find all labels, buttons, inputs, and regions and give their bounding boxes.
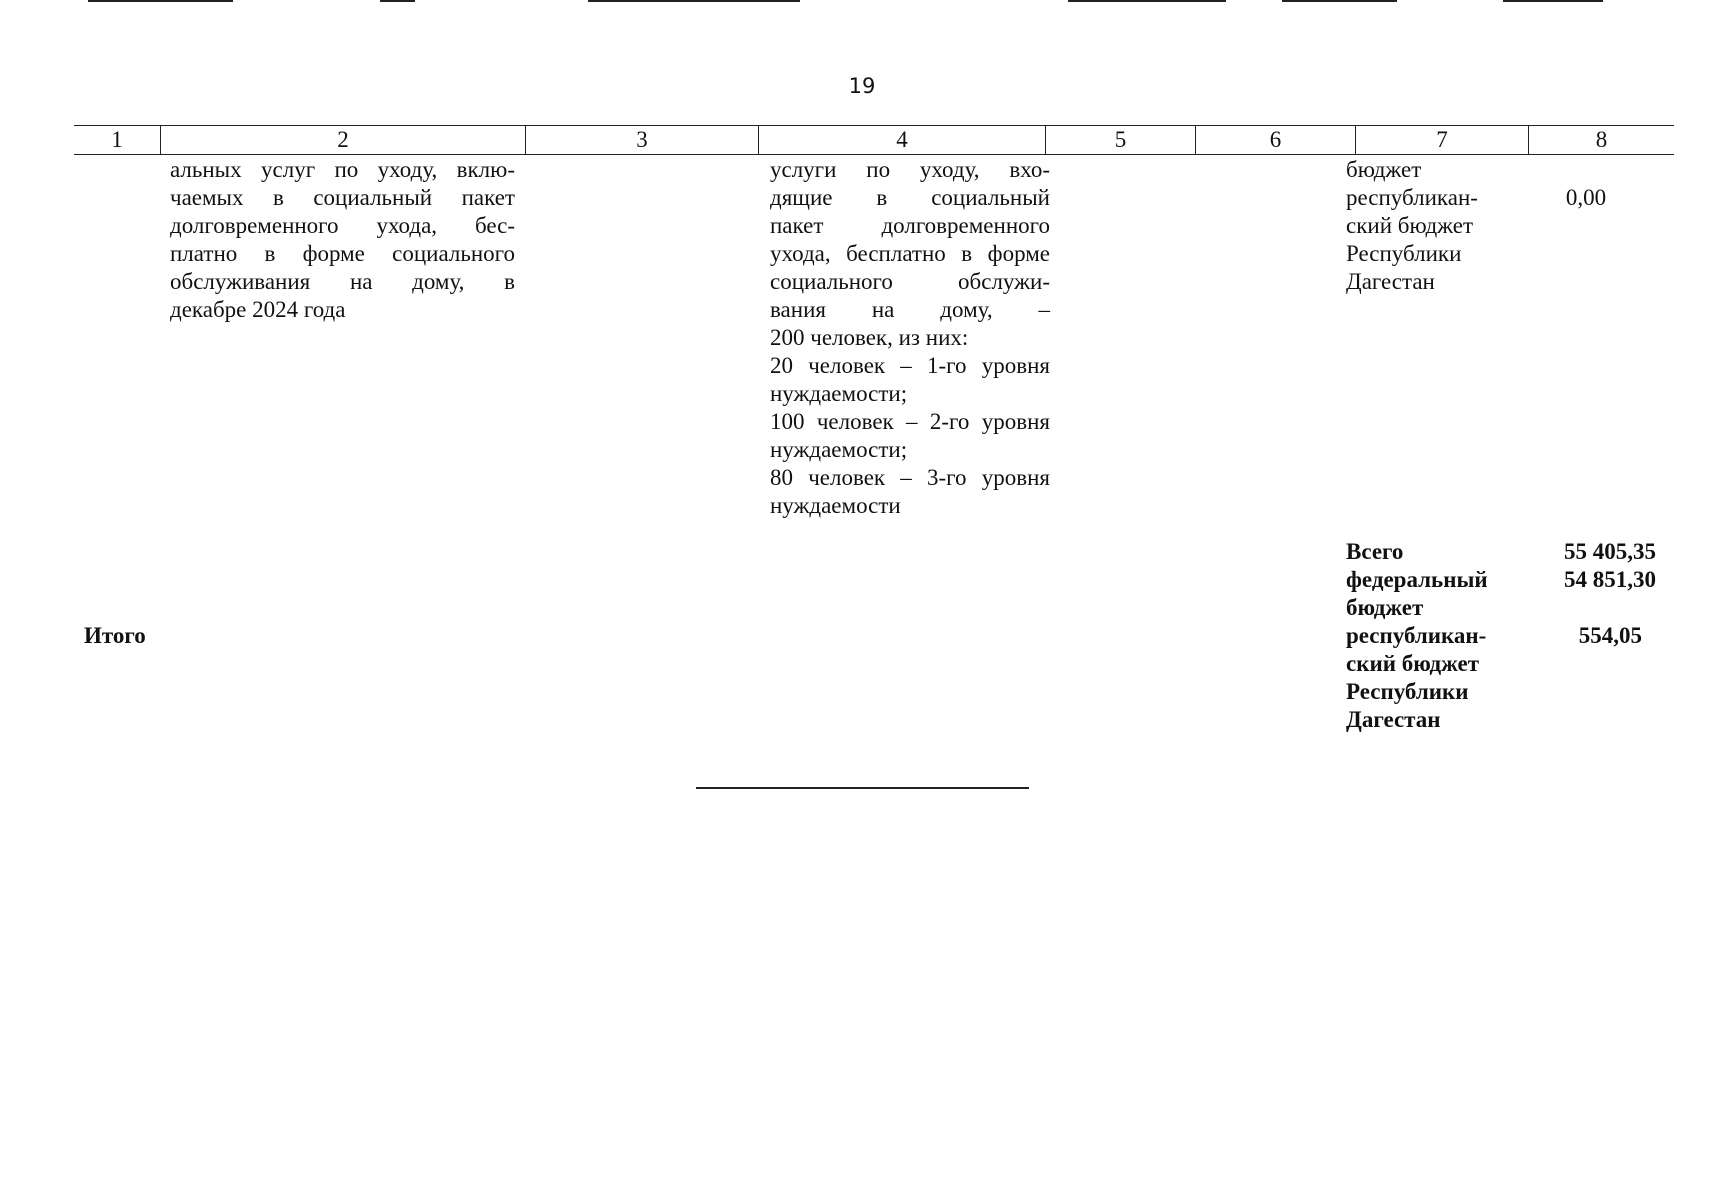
total-all-label: Всего xyxy=(1346,539,1404,564)
text-line: вания на дому, – xyxy=(770,297,1050,322)
top-border-fragment xyxy=(1503,0,1603,2)
text-line: ский бюджет xyxy=(1346,213,1474,238)
header-col-1: 1 xyxy=(111,127,123,152)
header-col-2: 2 xyxy=(160,126,525,154)
text-line: альных услуг по уходу, вклю- xyxy=(170,157,515,182)
header-col-8: 8 xyxy=(1528,126,1674,154)
text-line: нуждаемости; xyxy=(770,381,908,406)
text-line: республикан- xyxy=(1346,185,1478,210)
top-border-fragment xyxy=(1068,0,1226,2)
text-line: чаемых в социальный пакет xyxy=(170,185,515,210)
text-line: долговременного ухода, бес- xyxy=(170,213,515,238)
header-col-6: 6 xyxy=(1195,126,1355,154)
text-line: 100 человек – 2-го уровня xyxy=(770,409,1050,434)
text-line: социального обслужи- xyxy=(770,269,1050,294)
top-border-fragment xyxy=(588,0,800,2)
cell-col7-source xyxy=(1346,156,1496,296)
total-federal-value: 54 851,30 xyxy=(1564,567,1656,592)
end-divider xyxy=(696,787,1029,789)
text-line: 20 человек – 1-го уровня xyxy=(770,353,1050,378)
text-line: платно в форме социального xyxy=(170,241,515,266)
total-republic-label: республикан-ский бюджет Республики Дагестан xyxy=(1346,623,1487,732)
text-line: декабре 2024 года xyxy=(170,297,346,322)
cell-col4-result xyxy=(770,156,1050,520)
header-col-5: 5 xyxy=(1045,126,1195,154)
total-all-value: 55 405,35 xyxy=(1564,539,1656,564)
table-header-row xyxy=(74,125,1674,155)
total-federal-label: федеральный бюджет xyxy=(1346,567,1488,620)
page-number: 19 xyxy=(848,74,876,98)
top-border-fragment xyxy=(380,0,415,2)
text-line: Дагестан xyxy=(1346,269,1435,294)
text-line: 80 человек – 3-го уровня xyxy=(770,465,1050,490)
text-line: обслуживания на дому, в xyxy=(170,269,515,294)
text-line: услуги по уходу, вхо- xyxy=(770,157,1050,182)
text-line: 200 человек, из них: xyxy=(770,325,969,350)
text-line: бюджет xyxy=(1346,157,1422,182)
header-col-3: 3 xyxy=(525,126,758,154)
text-line: Республики xyxy=(1346,241,1462,266)
cell-col2-description xyxy=(170,156,515,324)
header-col-7: 7 xyxy=(1355,126,1528,154)
totals-label: Итого xyxy=(84,623,146,648)
text-line: пакет долговременного xyxy=(770,213,1050,238)
top-border-fragment xyxy=(1282,0,1397,2)
text-line: дящие в социальный xyxy=(770,185,1050,210)
cell-col8-amount: 0,00 xyxy=(1565,185,1607,210)
header-col-4: 4 xyxy=(758,126,1045,154)
text-line: нуждаемости xyxy=(770,493,901,518)
text-line: нуждаемости; xyxy=(770,437,908,462)
top-border-fragment xyxy=(88,0,233,2)
text-line: ухода, бесплатно в форме xyxy=(770,241,1050,266)
total-republic-value: 554,05 xyxy=(1578,623,1642,648)
